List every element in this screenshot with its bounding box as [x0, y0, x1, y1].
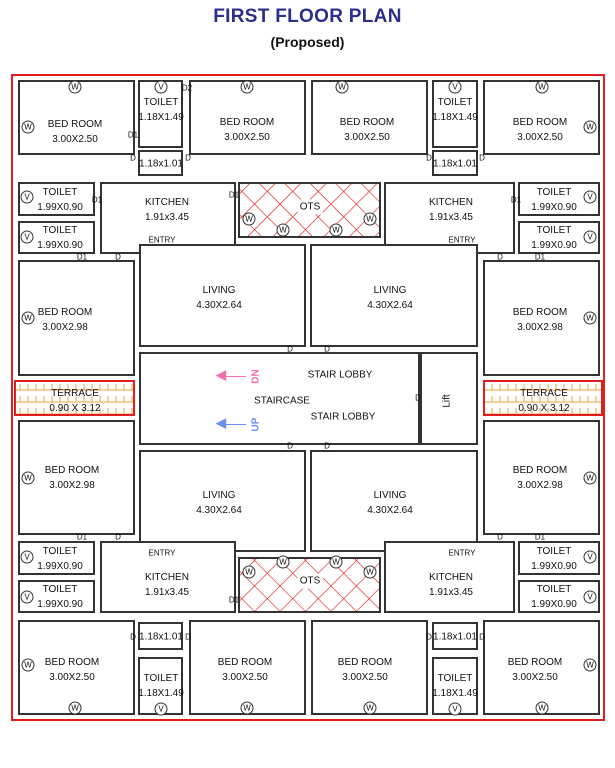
door1-marker: D1 — [76, 252, 88, 262]
room-size: 3.00X2.50 — [49, 672, 95, 683]
ventilator-marker: V — [155, 81, 168, 94]
room-size: 1.18x1.01 — [139, 158, 183, 170]
door-marker: D — [287, 441, 293, 451]
room-size: 3.00X2.98 — [42, 322, 88, 333]
window-marker: W — [536, 702, 549, 715]
room-name: KITCHEN — [429, 197, 473, 208]
window-marker: W — [22, 659, 35, 672]
room-size: 1.18x1.01 — [433, 631, 477, 643]
door-marker: D — [115, 532, 121, 542]
window-marker: W — [243, 566, 256, 579]
ventilator-marker: V — [584, 231, 597, 244]
room-size: 3.00X2.98 — [517, 480, 563, 491]
door1-marker: D1 — [76, 532, 88, 542]
room-size: 3.00X2.50 — [52, 134, 98, 145]
room-size: 0.90 X 3.12 — [518, 403, 570, 414]
room-size: 1.99X0.90 — [531, 240, 577, 251]
down-label: DN — [250, 369, 262, 384]
room-label — [531, 185, 577, 215]
room-name: TERRACE — [51, 388, 99, 399]
room-size: 1.91x3.45 — [429, 212, 473, 223]
room-name: BED ROOM — [339, 117, 395, 128]
room-name: TOILET — [143, 673, 179, 684]
room-name: STAIR LOBBY — [307, 369, 373, 381]
room-label — [139, 630, 183, 645]
room-label — [145, 570, 189, 600]
room-label — [367, 488, 413, 518]
room-size: 4.30X2.64 — [367, 505, 413, 516]
room-label — [433, 157, 477, 172]
room-label — [37, 223, 83, 253]
room-name: BED ROOM — [37, 307, 93, 318]
room-label — [37, 582, 83, 612]
room-label — [513, 115, 567, 145]
door-marker: D — [479, 632, 485, 642]
window-marker: W — [241, 702, 254, 715]
room-size: 3.00X2.50 — [224, 132, 270, 143]
door-marker: D — [287, 344, 293, 354]
room-name: TOILET — [42, 584, 78, 595]
door-marker: D — [115, 252, 121, 262]
room-name: TOILET — [536, 187, 572, 198]
room-label — [433, 630, 477, 645]
arrow-head-icon: ◀ — [216, 367, 226, 382]
room-name: BED ROOM — [337, 657, 393, 668]
room-name: TOILET — [536, 225, 572, 236]
entry-marker: ENTRY — [148, 548, 176, 558]
window-marker: W — [69, 81, 82, 94]
window-marker: W — [277, 224, 290, 237]
room-size: 1.18X1.49 — [138, 112, 184, 123]
room-label — [531, 223, 577, 253]
room-name: TOILET — [42, 187, 78, 198]
door-marker: D — [324, 344, 330, 354]
room-size: 1.99X0.90 — [37, 561, 83, 572]
up-label: UP — [250, 417, 262, 432]
window-marker: W — [584, 312, 597, 325]
room-label — [138, 671, 184, 701]
ventilator-marker: V — [21, 591, 34, 604]
room-name: BED ROOM — [44, 657, 100, 668]
room-size: 1.99X0.90 — [37, 240, 83, 251]
room-label — [37, 544, 83, 574]
down-arrow-icon: ◀—— DN — [216, 367, 262, 384]
room-size: 1.91x3.45 — [145, 212, 189, 223]
room-size: 1.99X0.90 — [531, 599, 577, 610]
door2-marker: D2 — [181, 83, 193, 93]
room-label — [429, 195, 473, 225]
room-label — [308, 368, 373, 383]
window-marker: W — [536, 81, 549, 94]
room-name: Lift — [441, 394, 453, 408]
room-label — [432, 671, 478, 701]
room-label — [513, 305, 567, 335]
ventilator-marker: V — [449, 81, 462, 94]
room-size: 1.99X0.90 — [37, 202, 83, 213]
ventilator-marker: V — [21, 231, 34, 244]
door-marker: D — [185, 153, 191, 163]
door1-marker: D1 — [228, 595, 240, 605]
room-name: STAIRCASE — [254, 395, 310, 407]
window-marker: W — [241, 81, 254, 94]
window-marker: W — [22, 121, 35, 134]
room-size: 0.90 X 3.12 — [49, 403, 101, 414]
window-marker: W — [330, 224, 343, 237]
room-label — [254, 394, 310, 409]
ventilator-marker: V — [584, 551, 597, 564]
window-marker: W — [364, 213, 377, 226]
door1-marker: D1 — [228, 190, 240, 200]
room-size: 1.99X0.90 — [531, 561, 577, 572]
window-marker: W — [364, 702, 377, 715]
window-marker: W — [364, 566, 377, 579]
room-size: 4.30X2.64 — [196, 505, 242, 516]
room-name: BED ROOM — [512, 117, 568, 128]
room-name: BED ROOM — [512, 307, 568, 318]
room-name: BED ROOM — [47, 119, 103, 130]
room-label — [139, 157, 183, 172]
room-label — [196, 283, 242, 313]
room-size: 1.18X1.49 — [138, 688, 184, 699]
room-label — [531, 544, 577, 574]
room-size: 3.00X2.50 — [512, 672, 558, 683]
room-size: 1.18x1.01 — [433, 158, 477, 170]
window-marker: W — [22, 312, 35, 325]
room-label — [220, 115, 274, 145]
room-name: TOILET — [437, 673, 473, 684]
door1-marker: D1 — [91, 195, 103, 205]
room-size: 1.99X0.90 — [37, 599, 83, 610]
ventilator-marker: V — [21, 551, 34, 564]
room-size: 1.99X0.90 — [531, 202, 577, 213]
page-subtitle: (Proposed) — [270, 34, 345, 50]
room-name: TERRACE — [520, 388, 568, 399]
room-label — [508, 655, 562, 685]
room-name: TOILET — [42, 546, 78, 557]
room-name: BED ROOM — [507, 657, 563, 668]
door1-marker: D1 — [127, 130, 139, 140]
ventilator-marker: V — [21, 191, 34, 204]
door-marker: D — [497, 532, 503, 542]
door1-marker: D1 — [534, 252, 546, 262]
room-name: TOILET — [437, 97, 473, 108]
room-label — [45, 655, 99, 685]
room-size: 4.30X2.64 — [196, 300, 242, 311]
room-name: LIVING — [202, 285, 236, 296]
door-marker: D — [324, 441, 330, 451]
room-label — [298, 574, 323, 589]
room-name: LIVING — [202, 490, 236, 501]
room-label — [340, 115, 394, 145]
room-label — [138, 95, 184, 125]
window-marker: W — [336, 81, 349, 94]
room-label — [49, 386, 100, 416]
room-name: TOILET — [42, 225, 78, 236]
page-title: FIRST FLOOR PLAN — [213, 6, 402, 27]
room-label — [338, 655, 392, 685]
room-label — [45, 463, 99, 493]
door-marker: D — [130, 153, 136, 163]
room-name: LIVING — [373, 490, 407, 501]
room-name: TOILET — [536, 584, 572, 595]
door-marker: D — [415, 393, 421, 403]
entry-marker: ENTRY — [448, 235, 476, 245]
ventilator-marker: V — [155, 703, 168, 716]
door1-marker: D1 — [510, 195, 522, 205]
door-marker: D — [426, 153, 432, 163]
room-size: 1.91x3.45 — [429, 587, 473, 598]
window-marker: W — [69, 702, 82, 715]
room-name: OTS — [299, 201, 321, 213]
room-name: BED ROOM — [44, 465, 100, 476]
ventilator-marker: V — [584, 191, 597, 204]
room-label — [429, 570, 473, 600]
ventilator-marker: V — [449, 703, 462, 716]
room-size: 1.91x3.45 — [145, 587, 189, 598]
room-size: 1.18X1.49 — [432, 112, 478, 123]
room-label — [145, 195, 189, 225]
room-name: BED ROOM — [512, 465, 568, 476]
door-marker: D — [426, 632, 432, 642]
door-marker: D — [497, 252, 503, 262]
room-name: KITCHEN — [429, 572, 473, 583]
window-marker: W — [584, 659, 597, 672]
room-label — [298, 200, 323, 215]
ventilator-marker: V — [584, 591, 597, 604]
room-label — [440, 394, 455, 407]
door-marker: D — [479, 153, 485, 163]
room-size: 3.00X2.50 — [344, 132, 390, 143]
room-label — [432, 95, 478, 125]
room-label — [48, 117, 102, 147]
room-label — [531, 582, 577, 612]
room-name: TOILET — [536, 546, 572, 557]
window-marker: W — [584, 472, 597, 485]
window-marker: W — [243, 213, 256, 226]
entry-marker: ENTRY — [148, 235, 176, 245]
room-size: 1.18x1.01 — [139, 631, 183, 643]
room-label — [311, 410, 376, 425]
room-name: BED ROOM — [219, 117, 275, 128]
door-marker: D — [185, 632, 191, 642]
room-size: 3.00X2.50 — [342, 672, 388, 683]
room-name: KITCHEN — [145, 572, 189, 583]
room-label — [196, 488, 242, 518]
entry-marker: ENTRY — [448, 548, 476, 558]
room-label — [513, 463, 567, 493]
room-size: 3.00X2.98 — [517, 322, 563, 333]
room-size: 1.18X1.49 — [432, 688, 478, 699]
room-size: 3.00X2.98 — [49, 480, 95, 491]
room-name: OTS — [299, 575, 321, 587]
window-marker: W — [584, 121, 597, 134]
room-label — [37, 185, 83, 215]
window-marker: W — [277, 556, 290, 569]
up-arrow-icon: ◀—— UP — [216, 415, 262, 432]
room-label — [218, 655, 272, 685]
room-size: 4.30X2.64 — [367, 300, 413, 311]
room-name: LIVING — [373, 285, 407, 296]
room-name: STAIR LOBBY — [310, 411, 376, 423]
room-size: 3.00X2.50 — [517, 132, 563, 143]
room-label — [38, 305, 92, 335]
window-marker: W — [22, 472, 35, 485]
room-size: 3.00X2.50 — [222, 672, 268, 683]
room-name: BED ROOM — [217, 657, 273, 668]
window-marker: W — [330, 556, 343, 569]
room-name: TOILET — [143, 97, 179, 108]
door1-marker: D1 — [534, 532, 546, 542]
room-label — [367, 283, 413, 313]
arrow-head-icon: ◀ — [216, 415, 226, 430]
room-label — [518, 386, 569, 416]
door-marker: D — [130, 632, 136, 642]
room-name: KITCHEN — [145, 197, 189, 208]
